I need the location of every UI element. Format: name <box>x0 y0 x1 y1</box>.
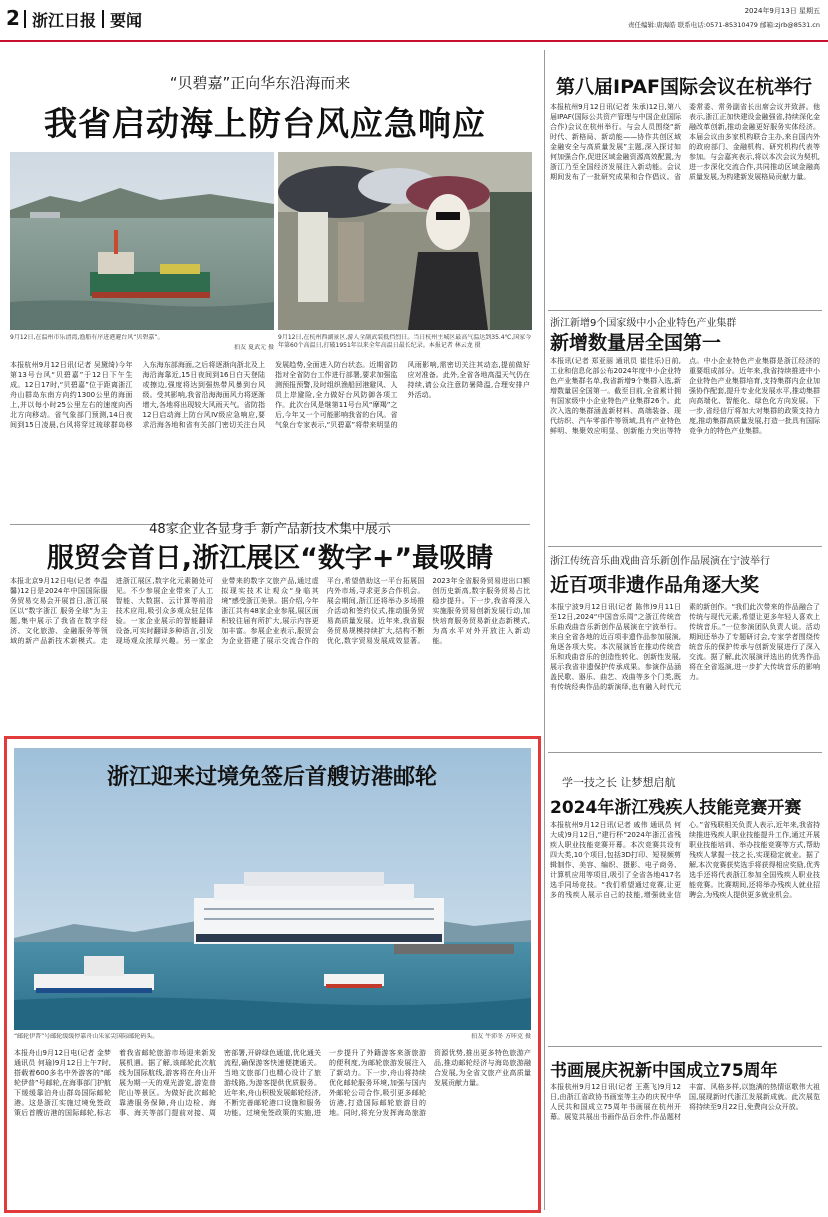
typhoon-photo-harbour-credit: 拍友 夏武元 摄 <box>234 344 274 351</box>
skills-body: 本报杭州9月12日讯(记者 戚伟 通讯员 何大成)9月12日,“建行杯”2024年浙江省残疾人职业技能竞赛开幕。本次竞赛共设有四大类,10个项目,包括3D打印、短视频剪辑制作、美容、编织、摄影、电子商务、计算机应用等项目,吸引了全省各地417名选手同场竞技。“我们希望通过竞赛,让更多的残疾人展示自己的技能,增强就业信心。”省残联相关负责人表示,近年来,我省持续推进残疾人职业技能提升工作,通过开展职业技能培训、举办技能竞赛等方式,帮助残疾人掌握一技之长,实现稳定就业。据了解,本次竞赛获奖选手将获得相应奖励,优秀选手还将代表浙江参加全国残疾人职业技能竞赛。比赛期间,还将举办残疾人就业招聘会,为残疾人提供更多就业机会。 <box>550 821 820 899</box>
sme-body: 本报讯(记者 郑亚丽 通讯员 崔佳乐)日前,工业和信息化部公布2024年度中小企业特色产业集群名单,我省新增9个集群入选,新增数量居全国第一。截至目前,全省累计拥有国家级中小企业特色产业集群26个。此次入选的集群涵盖新材料、高端装备、现代纺织、汽车零部件等领域,具有产业特色鲜明、集聚效应明显、创新能力突出等特点。中小企业特色产业集群是浙江经济的重要组成部分。近年来,我省持续推进中小企业特色产业集群培育,支持集群内企业加强协作配套,提升专业化发展水平,推动集群向高端化、智能化、绿色化方向发展。下一步,省经信厅将加大对集群的政策支持力度,推动集群高质量发展,打造一批具有国际竞争力的特色产业集群。 <box>550 357 820 435</box>
music-headline: 近百项非遗作品角逐大奖 <box>550 574 760 596</box>
fair-headline: 服贸会首日,浙江展区“数字+”最吸睛 <box>46 543 494 574</box>
masthead <box>0 0 828 44</box>
typhoon-photo-harbour <box>10 152 274 330</box>
cruise-photo-credit: 拍友 牛沛冬 方咔克 摄 <box>471 1033 531 1040</box>
fair-body: 本报北京9月12日电(记者 李温馨)12日是2024年中国国际服务贸易交易会开展首日,浙江展区以“数字浙江 服务全球”为主题,集中展示了我省在数字经济、文化旅游、金融服务等领域的新产品新技术新模式。走进浙江展区,数字化元素随处可见。不少参展企业带来了人工智能、大数据、云计算等前沿技术应用,吸引众多观众驻足体验。一家企业展示的智能翻译设备,可实时翻译多种语言,引发现场观众浓厚兴趣。另一家企业带来的数字文旅产品,通过虚拟现实技术让观众“身临其境”感受浙江美景。据介绍,今年浙江共有48家企业参展,展区面积较往届有所扩大,展示内容更加丰富。参展企业表示,服贸会为企业搭建了展示交流合作的平台,希望借助这一平台拓展国内外市场,寻求更多合作机会。展会期间,浙江还将举办多场推介活动和签约仪式,推动服务贸易高质量发展。近年来,我省服务贸易规模持续扩大,结构不断优化,数字贸易发展成效显著。2023年全省服务贸易进出口额创历史新高,数字服务贸易占比稳步提升。下一步,我省将深入实施服务贸易创新发展行动,加快培育服务贸易新业态新模式,为高水平对外开放注入新动能。 <box>10 577 530 645</box>
editor-line: 责任编辑:唐海皓 联系电话:0571-85310479 邮箱:zjrb@8531.cn <box>628 21 820 29</box>
typhoon-headline: 我省启动海上防台风应急响应 <box>44 104 486 143</box>
calligraphy-headline: 书画展庆祝新中国成立75周年 <box>550 1061 778 1081</box>
cruise-photo-caption: “邮轮伊普”号邮轮缓缓停靠舟山朱家尖国际邮轮码头。 <box>14 1033 159 1040</box>
harbour-illustration <box>10 152 274 330</box>
masthead-rule <box>0 40 828 42</box>
skills-kicker: 学一技之长 让梦想启航 <box>562 776 676 789</box>
skills-bottom-rule <box>548 1046 822 1047</box>
heat-illustration <box>278 152 532 330</box>
cruise-body: 本报舟山9月12日电(记者 金梦 通讯员 何瑜)9月12日上午7时,搭载着600多名中外游客的“邮轮伊普”号邮轮,在海事部门护航下缓缓靠泊舟山群岛国际邮轮港。这是浙江实施过境免签政策后首艘访港的国际邮轮,标志着我省邮轮旅游市场迎来新发展机遇。据了解,该邮轮此次航线为国际航线,游客将在舟山开展为期一天的观光游览,游览普陀山等景区。为做好此次邮轮靠港服务保障,舟山边检、海事、海关等部门提前对接、周密部署,开辟绿色通道,优化通关流程,确保游客快速便捷通关。当地文旅部门也精心设计了旅游线路,为游客提供优质服务。近年来,舟山积极发展邮轮经济,不断完善邮轮港口设施和服务功能。过境免签政策的实施,进一步提升了外籍游客来浙旅游的便利度,为邮轮旅游发展注入了新动力。下一步,舟山将持续优化邮轮服务环境,加强与国内外邮轮公司合作,吸引更多邮轮访港,打造国际邮轮旅游目的地。同时,将充分发挥海岛旅游资源优势,推出更多特色旅游产品,推动邮轮经济与海岛旅游融合发展,为全省文旅产业高质量发展贡献力量。 <box>14 1049 531 1117</box>
ipaf-bottom-rule <box>548 310 822 311</box>
issue-date: 2024年9月13日 星期五 <box>744 7 820 15</box>
typhoon-body: 本报杭州9月12日讯(记者 吴黛绮)今年第13号台风“贝碧嘉”于12日下午生成。12日17时,“贝碧嘉”位于距离浙江舟山群岛东南方向约1300公里的海面上,并以每小时25公里左右的速度向西北方向移动。省气象部门预测,14日夜间到15日凌晨,台风将穿过琉球群岛移入东海东部海面,之后将逐渐向浙北及上海沿海靠近,15日夜间到16日白天登陆或擦边,强度将达到强热带风暴到台风级。受其影响,我省沿海海面风力将逐渐增大,各地将出现较大风雨天气。省防指12日启动海上防台风IV级应急响应,要求沿海各地和省有关部门密切关注台风发展趋势,全面进入防台状态。近期省防指对全省防台工作进行部署,要求加强监测预报预警,及时组织渔船回港避风、人员上岸避险,全力做好台风防御各项工作。此次台风是继第11号台风“摩羯”之后,今年又一个可能影响我省的台风。省气象台专家表示,“贝碧嘉”将带来明显的风雨影响,需密切关注其动态,提前做好应对准备。此外,全省各地高温天气仍在持续,请公众注意防暑降温,合理安排户外活动。 <box>10 361 530 429</box>
music-body: 本报宁波9月12日讯(记者 陈伟)9月11日至12日,2024“中国音乐周”之浙江传统音乐曲戏曲音乐新创作品展演在宁波举行。来自全省各地的近百项非遗作品参加展演,角逐各项大奖。本次展演旨在推动传统音乐和戏曲音乐的创造性转化、创新性发展,展示我省非遗保护传承成果。参演作品涵盖民歌、器乐、曲艺、戏曲等多个门类,既有传统经典作品的新演绎,也有融入时代元素的新创作。“我们此次带来的作品融合了传统与现代元素,希望让更多年轻人喜欢上传统音乐。”一位参演团队负责人说。活动期间还举办了专题研讨会,专家学者围绕传统音乐的保护传承与创新发展进行了深入交流。据了解,此次展演评选出的优秀作品将在全省巡演,进一步扩大传统音乐的影响力。 <box>550 603 820 691</box>
masthead-divider <box>24 10 26 28</box>
masthead-divider-2 <box>102 10 104 28</box>
paper-name: 浙江日报 <box>32 11 97 30</box>
cruise-headline: 浙江迎来过境免签后首艘访港邮轮 <box>106 765 437 790</box>
ipaf-body: 本报杭州9月12日讯(记者 朱承)12日,第八届IPAF(国际公共资产管理与中国企业国际合作)会议在杭州举行。与会人员围绕“新时代、新格局、新动能——协作共创区域金融安全与高质量发展”主题,深入探讨如何加强合作,促进区域金融资源高效配置,为浙江乃至全国经济发展注入新动能。会议期间发布了一批研究成果和合作倡议。省委常委、常务副省长出席会议并致辞。他表示,浙江正加快建设金融强省,持续深化金融改革创新,推动金融更好服务实体经济。本届会议由多家机构联合主办,来自国内外的政府部门、金融机构、研究机构代表等参加。与会嘉宾表示,将以本次会议为契机,进一步深化交流合作,共同推动区域金融高质量发展,为构建新发展格局贡献力量。 <box>550 103 820 181</box>
right-col-divider <box>544 50 545 1210</box>
typhoon-photo-heat <box>278 152 532 330</box>
typhoon-kicker: “贝碧嘉”正向华东沿海而来 <box>169 74 351 92</box>
section-name: 要闻 <box>110 11 143 30</box>
typhoon-photo-harbour-caption: 9月12日,在温州市乐清湾,渔船有序进港避台风“贝碧嘉”。 <box>10 334 164 341</box>
sme-headline: 新增数量居全国第一 <box>550 332 722 354</box>
ipaf-headline: 第八届IPAF国际会议在杭举行 <box>556 76 812 98</box>
cruise-photo <box>14 748 531 1030</box>
typhoon-photo-heat-caption: 9月12日,在杭州西湖景区,游人全副武装抵挡烈日。当日杭州主城区最高气温达到35.4℃,国家今年第60个高温日,打破1951年以来全年高温日最长纪录。本报记者 林云龙 摄 <box>278 334 532 349</box>
page-number: 2 <box>6 6 20 30</box>
fair-kicker: 48家企业各显身手 新产品新技术集中展示 <box>149 522 391 537</box>
music-kicker: 浙江传统音乐曲戏曲音乐新创作品展演在宁波举行 <box>550 556 770 567</box>
skills-headline: 2024年浙江残疾人技能竞赛开赛 <box>550 798 802 818</box>
sme-bottom-rule <box>548 546 822 547</box>
music-bottom-rule <box>548 752 822 753</box>
sme-kicker: 浙江新增9个国家级中小企业特色产业集群 <box>550 318 737 329</box>
calligraphy-body: 本报杭州9月12日讯(记者 王燕飞)9月12日,由浙江省政协书画室等主办的庆祝中华人民共和国成立75周年书画展在杭州开幕。展览共展出书画作品百余件,作品题材丰富、风格多样,以饱满的热情讴歌伟大祖国,展现新时代浙江发展新成就。此次展览将持续至9月22日,免费向公众开放。 <box>550 1083 820 1121</box>
